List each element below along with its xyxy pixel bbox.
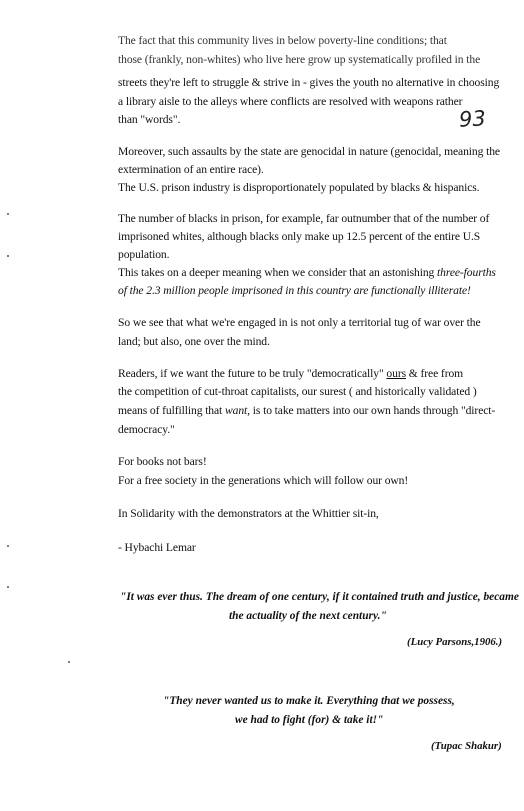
body-line: those (frankly, non-whites) who live here grow up systematically profiled in the — [118, 53, 481, 66]
scan-speck — [7, 586, 9, 588]
quote-attribution: (Tupac Shakur) — [431, 740, 502, 752]
body-line: The fact that this community lives in below poverty-line conditions; that — [118, 34, 447, 47]
body-text: means of fulfilling that — [118, 404, 225, 417]
scan-speck — [7, 213, 9, 215]
body-line: Moreover, such assaults by the state are genocidal in nature (genocidal, meaning the — [118, 145, 500, 158]
quote-text: "It was ever thus. The dream of one century, if it contained truth and justice, became — [120, 591, 519, 603]
quote-text: the actuality of the next century." — [229, 610, 387, 622]
body-line: The U.S. prison industry is disproportionately populated by blacks & hispanics. — [118, 181, 480, 194]
body-text: This takes on a deeper meaning when we consider that an astonishing — [118, 266, 438, 279]
quote-text: "They never wanted us to make it. Everything that we possess, — [163, 695, 455, 707]
quote-attribution: (Lucy Parsons,1906.) — [407, 636, 503, 648]
body-line: So we see that what we're engaged in is not only a territorial tug of war over the — [118, 316, 481, 329]
body-line: streets they're left to struggle & strive in - gives the youth no alternative in choosing — [118, 76, 500, 89]
body-line: democracy." — [118, 423, 175, 436]
body-line: For a free society in the generations which will follow our own! — [118, 474, 409, 487]
body-line — [118, 367, 463, 381]
body-text: Readers, if we want the future to be truly "democratically" — [118, 367, 387, 380]
emphasis-text: three-fourths — [437, 266, 496, 279]
body-line: land; but also, one over the mind. — [118, 335, 270, 348]
handwritten-page-number: 93 — [458, 106, 487, 132]
body-line: In Solidarity with the demonstrators at the Whittier sit-in, — [118, 507, 379, 520]
body-line: of the 2.3 million people imprisoned in this country are functionally illiterate! — [118, 284, 471, 297]
body-line: a library aisle to the alleys where conflicts are resolved with weapons rather — [118, 95, 463, 108]
body-line: For books not bars! — [118, 455, 207, 468]
body-line — [118, 266, 496, 280]
quote-text: we had to fight (for) & take it!" — [235, 714, 384, 726]
scan-speck — [68, 661, 70, 663]
body-line: The number of blacks in prison, for example, far outnumber that of the number of — [118, 212, 490, 225]
underlined-text: ours — [386, 367, 406, 380]
body-line — [118, 404, 495, 418]
scan-speck — [7, 255, 9, 257]
signature-line: - Hybachi Lemar — [118, 541, 196, 554]
body-line: extermination of an entire race). — [118, 163, 264, 176]
body-line: population. — [118, 248, 170, 261]
body-line: than "words". — [118, 113, 181, 126]
scan-speck — [7, 545, 9, 547]
emphasis-text: want — [224, 404, 248, 417]
body-line: imprisoned whites, although blacks only make up 12.5 percent of the entire U.S — [118, 230, 481, 243]
body-line: the competition of cut-throat capitalists, our surest ( and historically validated ) — [118, 385, 477, 398]
body-text: & free from — [406, 367, 464, 380]
body-text: , is to take matters into our own hands through "direct- — [247, 404, 496, 417]
